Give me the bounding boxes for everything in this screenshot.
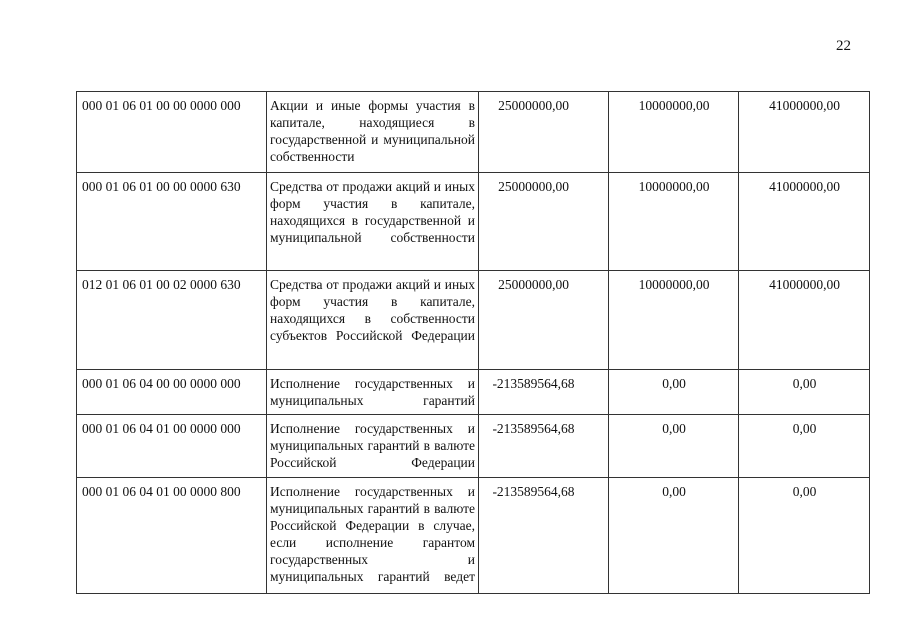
page-number: 22 — [836, 38, 851, 54]
amount-cell-3: 41000000,00 — [739, 271, 870, 370]
amount-cell-2: 0,00 — [609, 415, 739, 478]
table-row — [77, 370, 870, 415]
amount-cell-2: 10000000,00 — [609, 92, 739, 173]
item-name-text: Акции и иные формы участия в капитале, находящиеся в государственной и муниципальной собственности — [270, 98, 475, 164]
item-name-text: Исполнение государственных и муниципальных гарантий в валюте Российской Федерации — [270, 421, 475, 470]
amount-cell-3: 0,00 — [739, 415, 870, 478]
amount-cell-1: -213589564,68 — [479, 370, 609, 415]
item-name-text: Исполнение государственных и муниципальных гарантий — [270, 376, 475, 408]
table-row — [77, 271, 870, 370]
amount-cell-1: 25000000,00 — [479, 271, 609, 370]
amount-cell-1: 25000000,00 — [479, 92, 609, 173]
item-name-cell — [267, 370, 479, 415]
item-name-text: Средства от продажи акций и иных форм участия в капитале, находящихся в собственности субъектов Российской Федерации — [270, 277, 475, 343]
amount-cell-2: 10000000,00 — [609, 173, 739, 271]
table-row — [77, 92, 870, 173]
item-name-text: Исполнение государственных и муниципальных гарантий в валюте Российской Федерации в случае, если исполнение гарантом государственных и муниципальных гарантий ведет — [270, 484, 475, 584]
table-row — [77, 478, 870, 594]
amount-cell-3: 0,00 — [739, 370, 870, 415]
table-row — [77, 415, 870, 478]
item-name-cell — [267, 271, 479, 370]
amount-cell-2: 0,00 — [609, 478, 739, 594]
table-row — [77, 173, 870, 271]
budget-code-cell: 000 01 06 04 00 00 0000 000 — [77, 370, 267, 415]
amount-cell-2: 10000000,00 — [609, 271, 739, 370]
budget-code-cell: 000 01 06 01 00 00 0000 000 — [77, 92, 267, 173]
item-name-cell — [267, 415, 479, 478]
amount-cell-2: 0,00 — [609, 370, 739, 415]
budget-code-cell: 000 01 06 04 01 00 0000 000 — [77, 415, 267, 478]
budget-code-cell: 000 01 06 04 01 00 0000 800 — [77, 478, 267, 594]
amount-cell-3: 0,00 — [739, 478, 870, 594]
item-name-text: Средства от продажи акций и иных форм участия в капитале, находящихся в государственной и муниципальной собственности — [270, 179, 475, 245]
amount-cell-1: -213589564,68 — [479, 415, 609, 478]
item-name-cell — [267, 92, 479, 173]
budget-code-cell: 012 01 06 01 00 02 0000 630 — [77, 271, 267, 370]
item-name-cell — [267, 478, 479, 594]
amount-cell-1: 25000000,00 — [479, 173, 609, 271]
budget-sources-table — [76, 91, 870, 594]
item-name-cell — [267, 173, 479, 271]
budget-code-cell: 000 01 06 01 00 00 0000 630 — [77, 173, 267, 271]
amount-cell-1: -213589564,68 — [479, 478, 609, 594]
amount-cell-3: 41000000,00 — [739, 92, 870, 173]
amount-cell-3: 41000000,00 — [739, 173, 870, 271]
